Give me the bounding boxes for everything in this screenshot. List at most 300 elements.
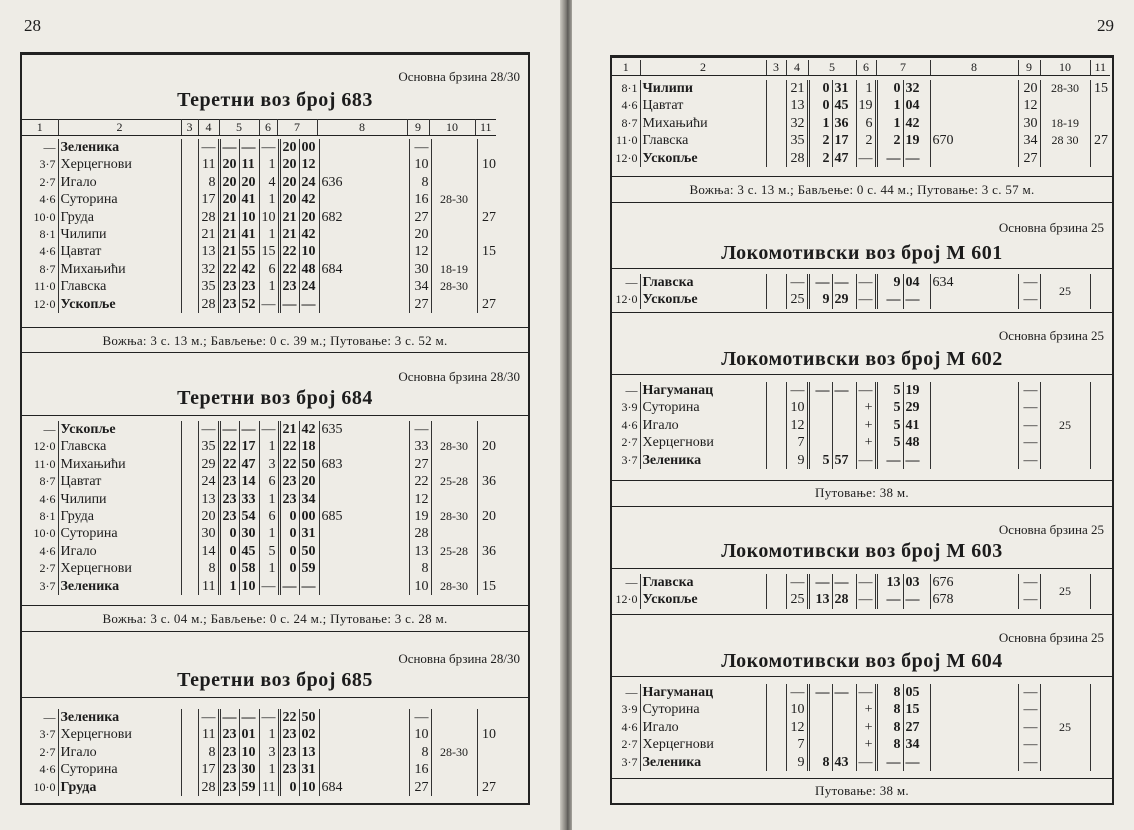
col11-cell [477, 174, 498, 191]
right-page [572, 0, 1134, 830]
km-cell: 4·6 [39, 244, 56, 259]
arr-min-cell: 41 [239, 226, 259, 243]
col-number: 6 [856, 60, 876, 76]
arr-min-cell [832, 719, 856, 736]
crossing-cell [319, 191, 409, 208]
train-683-block [22, 55, 528, 385]
runtime-cell: 11 [198, 156, 219, 173]
dwell-cell: 1 [856, 80, 876, 97]
col9-cell: 12 [409, 243, 431, 260]
train-title: Локомотивски воз број М 604 [721, 650, 1003, 672]
train-title: Локомотивски воз број М 603 [721, 540, 1003, 562]
station-cell: Зеленика [58, 709, 181, 726]
col-number: 4 [198, 120, 219, 136]
km-cell: — [43, 710, 56, 724]
dep-hour-cell: 1 [876, 97, 903, 114]
runtime-cell: — [198, 421, 219, 438]
col3-cell [766, 150, 786, 167]
timetable-row [22, 578, 498, 595]
runtime-cell: 13 [786, 97, 808, 114]
arr-hour-cell: — [219, 421, 239, 438]
dwell-cell: + [856, 434, 876, 451]
crossing-cell [930, 684, 1018, 701]
train-m604-block [612, 616, 1112, 802]
station-cell: Нагуманац [640, 382, 766, 399]
km-cell: 12·0 [33, 439, 56, 454]
arr-hour-cell: 1 [808, 115, 832, 132]
km-cell: 2·7 [621, 435, 638, 450]
runtime-cell: 10 [786, 399, 808, 416]
station-cell: Михањићи [58, 456, 181, 473]
dwell-cell: — [259, 578, 279, 595]
arr-hour-cell: 0 [219, 525, 239, 542]
col9-cell: 27 [409, 296, 431, 313]
arr-min-cell: 31 [832, 80, 856, 97]
arr-hour-cell: 23 [219, 508, 239, 525]
runtime-cell: 24 [198, 473, 219, 490]
col3-cell [181, 278, 198, 295]
arr-min-cell: 59 [239, 779, 259, 796]
dwell-cell: 6 [856, 115, 876, 132]
arr-min-cell: 41 [239, 191, 259, 208]
runtime-cell: 25 [786, 291, 808, 308]
km-cell: 3·7 [621, 452, 638, 467]
dep-hour-cell: 8 [876, 684, 903, 701]
timetable-row [22, 508, 498, 525]
col9-cell: 8 [409, 174, 431, 191]
station-cell: Суторина [58, 761, 181, 778]
col-number: 3 [181, 120, 198, 136]
col-number: 11 [475, 120, 496, 136]
col9-cell: — [1018, 591, 1040, 608]
col9-cell: — [1018, 417, 1040, 434]
dep-min-cell: 24 [299, 278, 319, 295]
arr-min-cell: 23 [239, 278, 259, 295]
station-cell: Цавтат [640, 97, 766, 114]
dep-min-cell: — [903, 150, 930, 167]
col9-cell: 20 [1018, 80, 1040, 97]
timetable-row [612, 274, 1110, 291]
crossing-cell [930, 291, 1018, 308]
crossing-cell [319, 438, 409, 455]
col-number: 7 [277, 120, 317, 136]
runtime-cell: 17 [198, 761, 219, 778]
dep-hour-cell: 21 [279, 209, 299, 226]
col9-cell: 19 [409, 508, 431, 525]
crossing-cell: 683 [319, 456, 409, 473]
dep-hour-cell: — [876, 150, 903, 167]
col9-cell: 27 [1018, 150, 1040, 167]
timetable-row [612, 719, 1110, 736]
col11-cell [477, 278, 498, 295]
station-cell: Зеленика [640, 754, 766, 771]
timetable-row [612, 452, 1110, 469]
col3-cell [181, 560, 198, 577]
col3-cell [181, 726, 198, 743]
runtime-cell: 21 [198, 226, 219, 243]
km-cell: 11·0 [33, 279, 56, 294]
dep-min-cell: 34 [299, 491, 319, 508]
col10-cell: 25 [1040, 574, 1090, 609]
col11-cell [477, 261, 498, 278]
col3-cell [766, 80, 786, 97]
timetable-rows [612, 684, 1110, 771]
col11-cell: 27 [1090, 132, 1110, 149]
dep-hour-cell: 8 [876, 736, 903, 753]
col10-cell [431, 243, 477, 260]
dwell-cell: 19 [856, 97, 876, 114]
timetable-row [22, 226, 498, 243]
dep-min-cell: — [903, 754, 930, 771]
dep-hour-cell: — [876, 291, 903, 308]
runtime-cell: 25 [786, 591, 808, 608]
page-number: 29 [1097, 16, 1114, 35]
station-cell: Михањићи [640, 115, 766, 132]
col3-cell [766, 399, 786, 416]
col10-cell [431, 296, 477, 313]
station-cell: Чилипи [58, 491, 181, 508]
crossing-cell: 636 [319, 174, 409, 191]
col3-cell [181, 191, 198, 208]
timetable-row [22, 261, 498, 278]
dwell-cell: 3 [259, 744, 279, 761]
runtime-cell: 13 [198, 243, 219, 260]
col10-cell: 28-30 [431, 191, 477, 208]
timetable-row [612, 80, 1110, 97]
col-number: 3 [766, 60, 786, 76]
runtime-cell: 35 [198, 278, 219, 295]
station-cell: Цавтат [58, 243, 181, 260]
dep-min-cell: 00 [299, 139, 319, 156]
runtime-cell: 28 [198, 296, 219, 313]
col9-cell: — [1018, 701, 1040, 718]
col3-cell [766, 291, 786, 308]
arr-min-cell: 28 [832, 591, 856, 608]
arr-min-cell: 43 [832, 754, 856, 771]
base-speed: Основна брзина 25 [998, 522, 1104, 537]
col3-cell [766, 452, 786, 469]
col11-cell [1090, 417, 1110, 434]
station-cell: Ускопље [640, 291, 766, 308]
arr-hour-cell: 23 [219, 744, 239, 761]
column-number-header [22, 119, 496, 136]
crossing-cell [930, 719, 1018, 736]
col10-cell: 28-30 [431, 578, 477, 595]
col3-cell [766, 736, 786, 753]
dep-min-cell: 13 [299, 744, 319, 761]
col9-cell: 16 [409, 761, 431, 778]
arr-min-cell: — [239, 709, 259, 726]
arr-hour-cell [808, 434, 832, 451]
crossing-cell: 684 [319, 779, 409, 796]
dep-min-cell: — [299, 296, 319, 313]
timetable-rows [612, 80, 1110, 167]
col9-cell: — [1018, 452, 1040, 469]
dwell-cell: + [856, 417, 876, 434]
col11-cell: 27 [477, 779, 498, 796]
timetable-row [612, 291, 1110, 308]
col11-cell [1090, 719, 1110, 736]
arr-min-cell: — [239, 139, 259, 156]
col3-cell [181, 709, 198, 726]
dep-hour-cell: 2 [876, 132, 903, 149]
col11-cell: 20 [477, 508, 498, 525]
timetable-row [22, 421, 498, 438]
arr-hour-cell: 23 [219, 761, 239, 778]
dwell-cell: — [259, 421, 279, 438]
arr-min-cell: 54 [239, 508, 259, 525]
dep-hour-cell: 0 [279, 543, 299, 560]
col3-cell [181, 438, 198, 455]
dwell-cell: 1 [259, 491, 279, 508]
arr-hour-cell: 1 [219, 578, 239, 595]
crossing-cell: 635 [319, 421, 409, 438]
train-685-block [22, 635, 528, 801]
dep-hour-cell: — [876, 754, 903, 771]
col-number: 6 [259, 120, 277, 136]
col-number: 1 [612, 60, 640, 76]
station-cell: Херцегнови [640, 736, 766, 753]
timetable-row [612, 574, 1110, 591]
runtime-cell: 17 [198, 191, 219, 208]
crossing-cell: 676 [930, 574, 1018, 591]
train-title: Теретни воз број 683 [177, 89, 373, 111]
col9-cell: 28 [409, 525, 431, 542]
dep-min-cell: — [299, 578, 319, 595]
col11-cell [1090, 754, 1110, 771]
dep-hour-cell: 23 [279, 491, 299, 508]
col-number: 10 [429, 120, 475, 136]
col11-cell [1090, 591, 1110, 608]
km-cell: 4·6 [621, 719, 638, 734]
km-cell: 3·7 [39, 578, 56, 593]
dep-min-cell: 27 [903, 719, 930, 736]
station-cell: Херцегнови [58, 156, 181, 173]
base-speed: Основна брзина 25 [998, 220, 1104, 235]
arr-min-cell: 10 [239, 578, 259, 595]
station-cell: Суторина [640, 399, 766, 416]
dwell-cell: — [856, 754, 876, 771]
dep-min-cell: 05 [903, 684, 930, 701]
crossing-cell [319, 243, 409, 260]
dwell-cell: 2 [856, 132, 876, 149]
col11-cell: 27 [477, 209, 498, 226]
col-number: 2 [58, 120, 181, 136]
col9-cell: 33 [409, 438, 431, 455]
dep-min-cell: 02 [299, 726, 319, 743]
col-number: 8 [930, 60, 1018, 76]
col9-cell: 20 [409, 226, 431, 243]
col9-cell: — [1018, 574, 1040, 591]
runtime-cell: 9 [786, 452, 808, 469]
dep-min-cell: 50 [299, 709, 319, 726]
col3-cell [181, 296, 198, 313]
dep-hour-cell: 0 [279, 508, 299, 525]
col11-cell [477, 744, 498, 761]
arr-hour-cell: 2 [808, 150, 832, 167]
col10-cell [431, 726, 477, 743]
col3-cell [766, 684, 786, 701]
arr-hour-cell: — [808, 684, 832, 701]
crossing-cell [930, 382, 1018, 399]
travel-summary: Путовање: 38 м. [815, 485, 909, 500]
col-number: 10 [1040, 60, 1090, 76]
km-cell: 12·0 [33, 296, 56, 311]
station-cell: Зеленика [58, 139, 181, 156]
dep-min-cell: 48 [299, 261, 319, 278]
dep-min-cell: 04 [903, 274, 930, 291]
col11-cell [477, 226, 498, 243]
dep-hour-cell: 21 [279, 226, 299, 243]
arr-hour-cell: 21 [219, 209, 239, 226]
arr-min-cell: — [832, 684, 856, 701]
timetable-row [22, 296, 498, 313]
runtime-cell: — [786, 382, 808, 399]
col9-cell: 10 [409, 156, 431, 173]
station-cell: Игало [640, 719, 766, 736]
dwell-cell: 4 [259, 174, 279, 191]
arr-min-cell: 10 [239, 209, 259, 226]
crossing-cell [319, 560, 409, 577]
dwell-cell: 6 [259, 508, 279, 525]
col10-cell: 28-30 [1040, 80, 1090, 97]
km-cell: 10·0 [33, 526, 56, 541]
runtime-cell: 32 [198, 261, 219, 278]
col9-cell: 10 [409, 726, 431, 743]
timetable-rows [22, 709, 498, 796]
crossing-cell: 682 [319, 209, 409, 226]
arr-min-cell: 47 [832, 150, 856, 167]
crossing-cell: 678 [930, 591, 1018, 608]
dep-hour-cell: 5 [876, 399, 903, 416]
dwell-cell: — [856, 684, 876, 701]
km-cell: — [625, 275, 638, 289]
runtime-cell: 7 [786, 736, 808, 753]
col11-cell [477, 421, 498, 438]
arr-hour-cell: 22 [219, 456, 239, 473]
crossing-cell [930, 399, 1018, 416]
train-684-block [22, 355, 528, 635]
dep-hour-cell: 5 [876, 417, 903, 434]
km-cell: 4·6 [621, 98, 638, 113]
km-cell: 12·0 [615, 150, 638, 165]
station-cell: Главска [58, 438, 181, 455]
col3-cell [766, 754, 786, 771]
arr-hour-cell: 13 [808, 591, 832, 608]
runtime-cell: 13 [198, 491, 219, 508]
crossing-cell [319, 139, 409, 156]
station-cell: Херцегнови [640, 434, 766, 451]
arr-hour-cell: — [808, 382, 832, 399]
timetable-row [22, 438, 498, 455]
col9-cell: — [1018, 399, 1040, 416]
km-cell: — [625, 685, 638, 699]
col-number: 9 [1018, 60, 1040, 76]
col10-cell: 28-30 [431, 508, 477, 525]
km-cell: 2·7 [621, 737, 638, 752]
dep-min-cell: 18 [299, 438, 319, 455]
station-cell: Суторина [58, 525, 181, 542]
dep-hour-cell: — [279, 578, 299, 595]
base-speed: Основна брзина 25 [998, 328, 1104, 343]
col11-cell [477, 456, 498, 473]
col3-cell [181, 473, 198, 490]
timetable-row [612, 97, 1110, 114]
arr-min-cell: 36 [832, 115, 856, 132]
arr-min-cell: 11 [239, 156, 259, 173]
dwell-cell: 5 [259, 543, 279, 560]
col10-cell [431, 174, 477, 191]
km-cell: 3·7 [39, 157, 56, 172]
col3-cell [181, 261, 198, 278]
timetable-row [22, 491, 498, 508]
runtime-cell: 7 [786, 434, 808, 451]
dep-hour-cell: 0 [876, 80, 903, 97]
col3-cell [181, 209, 198, 226]
arr-hour-cell: 0 [808, 80, 832, 97]
km-cell: 3·9 [621, 400, 638, 415]
col10-cell [431, 560, 477, 577]
dep-hour-cell: 9 [876, 274, 903, 291]
station-cell: Игало [640, 417, 766, 434]
dep-min-cell: 00 [299, 508, 319, 525]
col11-cell: 20 [477, 438, 498, 455]
crossing-cell [930, 417, 1018, 434]
col11-cell [1090, 274, 1110, 291]
arr-min-cell: 29 [832, 291, 856, 308]
timetable-frame [20, 52, 530, 805]
arr-min-cell: 10 [239, 744, 259, 761]
col11-cell [477, 525, 498, 542]
crossing-cell [930, 701, 1018, 718]
col-number: 5 [808, 60, 856, 76]
dwell-cell: 10 [259, 209, 279, 226]
arr-hour-cell: 21 [219, 243, 239, 260]
col3-cell [181, 456, 198, 473]
runtime-cell: 8 [198, 174, 219, 191]
col3-cell [181, 525, 198, 542]
station-cell: Чилипи [58, 226, 181, 243]
arr-min-cell: 42 [239, 261, 259, 278]
base-speed: Основна брзина 28/30 [398, 651, 520, 666]
runtime-cell: 29 [198, 456, 219, 473]
runtime-cell: 8 [198, 744, 219, 761]
station-cell: Груда [58, 209, 181, 226]
station-cell: Главска [640, 132, 766, 149]
col9-cell: 8 [409, 560, 431, 577]
km-cell: — [43, 140, 56, 154]
crossing-cell [319, 709, 409, 726]
col3-cell [766, 719, 786, 736]
col3-cell [181, 543, 198, 560]
dep-min-cell: 10 [299, 779, 319, 796]
col11-cell [1090, 701, 1110, 718]
col11-cell: 10 [477, 156, 498, 173]
col3-cell [181, 744, 198, 761]
arr-hour-cell: 23 [219, 726, 239, 743]
dep-hour-cell: 20 [279, 156, 299, 173]
col9-cell: 12 [409, 491, 431, 508]
col3-cell [766, 274, 786, 291]
dep-hour-cell: 0 [279, 525, 299, 542]
km-cell: 8·1 [39, 227, 56, 242]
crossing-cell [930, 452, 1018, 469]
station-cell: Главска [640, 274, 766, 291]
station-cell: Суторина [640, 701, 766, 718]
col11-cell: 10 [477, 726, 498, 743]
arr-hour-cell: 0 [219, 543, 239, 560]
station-cell: Ускопље [58, 421, 181, 438]
